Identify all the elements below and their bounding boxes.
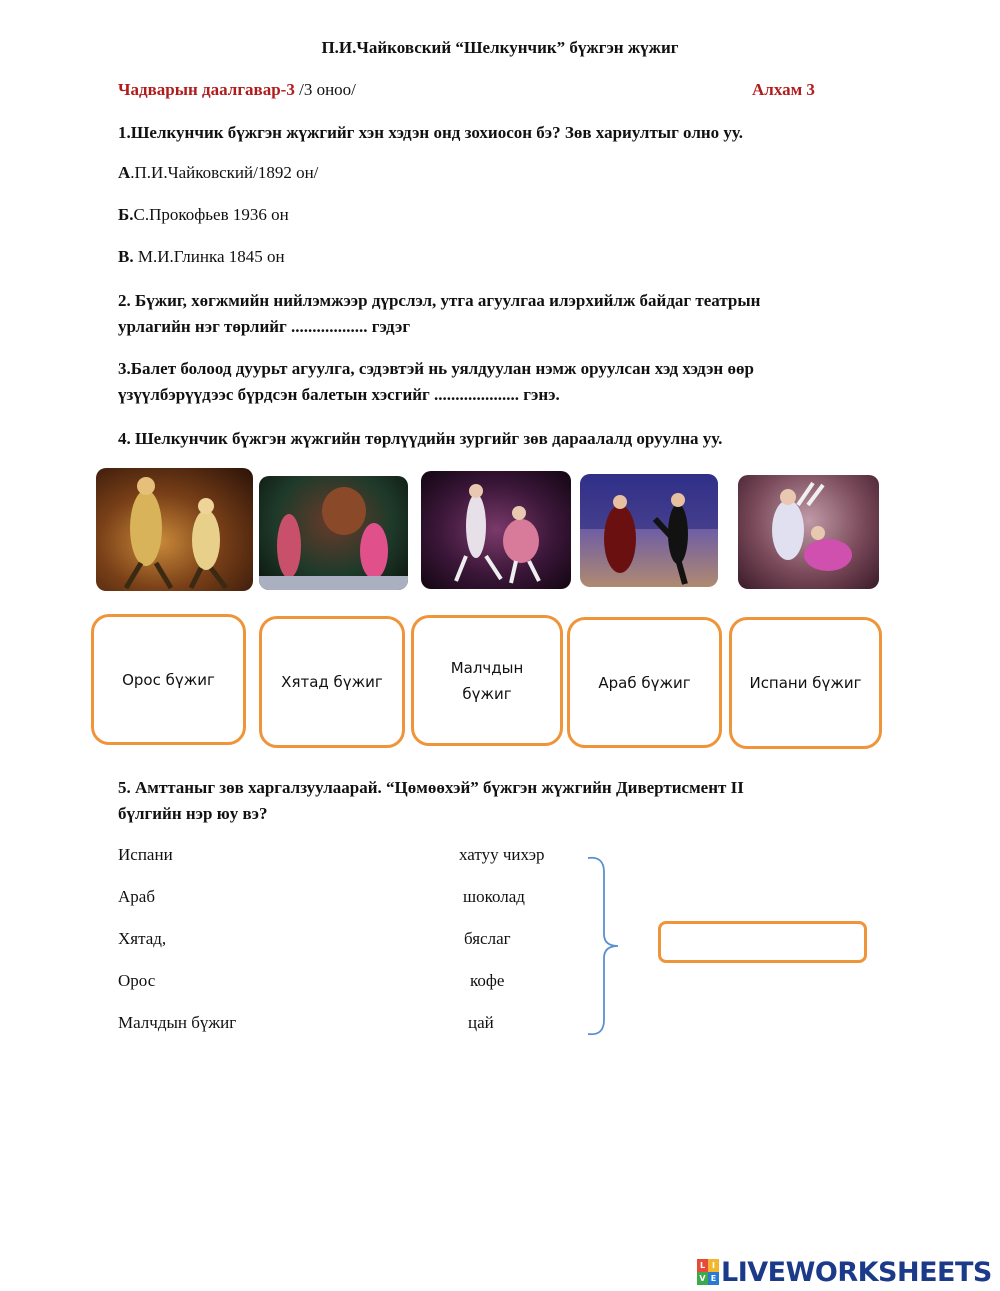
question-2-line-2: урлагийн нэг төрлийг .................. гэдэг bbox=[118, 317, 411, 336]
q1-option-a[interactable] bbox=[118, 163, 318, 183]
worksheet-title: П.И.Чайковский “Шелкунчик” бүжгэн жүжиг bbox=[321, 38, 679, 57]
logo-text: LIVEWORKSHEETS bbox=[721, 1256, 992, 1288]
dance-card-label: Малчдын бүжиг bbox=[450, 658, 524, 703]
dance-photo-2 bbox=[259, 476, 408, 590]
question-2 bbox=[118, 288, 760, 340]
q1-option-b-text: С.Прокофьев 1936 он bbox=[133, 205, 289, 224]
q5-right-item: цай bbox=[468, 1013, 494, 1032]
q5-left-item: Орос bbox=[118, 971, 156, 990]
dance-card-label: Хятад бүжиг bbox=[281, 673, 383, 691]
task-points: /3 оноо/ bbox=[294, 80, 356, 99]
q1-option-c-text: М.И.Глинка 1845 он bbox=[133, 247, 285, 266]
dance-photo-3 bbox=[421, 471, 571, 589]
question-3-line-1: 3.Балет болоод дуурьт агуулга, сэдэвтэй нь уялдуулан нэмж оруулсан хэд хэдэн өөр bbox=[118, 359, 754, 378]
dancer-figures-icon bbox=[421, 471, 571, 589]
q5-left-item: Араб bbox=[118, 887, 155, 906]
liveworksheets-logo bbox=[697, 1256, 992, 1288]
question-2-line-1 bbox=[118, 288, 760, 314]
q5-right-item: бяслаг bbox=[464, 929, 511, 948]
q5-right-item: кофе bbox=[470, 971, 505, 990]
dancer-figures-icon bbox=[259, 476, 408, 590]
question-1: 1.Шелкунчик бүжгэн жүжгийг хэн хэдэн онд зохиосон бэ? Зөв хариултыг олно уу. bbox=[118, 123, 743, 142]
logo-badge-icon: L I V E bbox=[697, 1259, 719, 1285]
dance-photo-4 bbox=[580, 474, 718, 587]
dance-card-arabian[interactable] bbox=[567, 617, 722, 748]
q1-option-a-letter: А bbox=[118, 163, 131, 182]
question-4: 4. Шелкунчик бүжгэн жүжгийн төрлүүдийн зургийг зөв дараалалд оруулна уу. bbox=[118, 429, 723, 448]
task-label-text: Чадварын даалгавар-3 bbox=[118, 80, 295, 99]
dance-photo-1 bbox=[96, 468, 253, 591]
question-2-number: 2 bbox=[118, 291, 127, 310]
dance-card-shepherds[interactable] bbox=[411, 615, 563, 746]
question-5-line-1: 5. Амттаныг зөв харгалзуулаарай. “Цөмөөхэй” бүжгэн жүжгийн Дивертисмент II bbox=[118, 778, 744, 797]
dancer-figures-icon bbox=[738, 475, 879, 589]
dancer-figures-icon bbox=[580, 474, 718, 587]
q5-right-item: шоколад bbox=[463, 887, 525, 906]
q1-option-c[interactable] bbox=[118, 247, 285, 267]
dance-photo-5 bbox=[738, 475, 879, 589]
q5-left-item: Хятад, bbox=[118, 929, 167, 948]
q5-right-item: хатуу чихэр bbox=[459, 845, 545, 864]
curly-bracket-icon bbox=[584, 850, 628, 1040]
q5-left-item: Малчдын бүжиг bbox=[118, 1013, 237, 1032]
dance-card-label: Орос бүжиг bbox=[122, 670, 215, 689]
q1-option-b[interactable] bbox=[118, 205, 289, 225]
dance-card-spanish[interactable] bbox=[729, 617, 882, 749]
question-5-line-2: бүлгийн нэр юу вэ? bbox=[118, 804, 268, 823]
task-label bbox=[118, 80, 356, 100]
question-3 bbox=[118, 356, 754, 408]
q1-option-a-text: .П.И.Чайковский/1892 он/ bbox=[130, 163, 319, 182]
dance-card-label: Араб бүжиг bbox=[598, 673, 691, 692]
question-3-line-2: үзүүлбэрүүдээс бүрдсэн балетын хэсгийг .................... гэнэ. bbox=[118, 385, 560, 404]
question-5 bbox=[118, 775, 744, 827]
answer-input[interactable] bbox=[658, 921, 867, 963]
question-2-line-1-text: . Бүжиг, хөгжмийн нийлэмжээр дүрслэл, утга агуулгаа илэрхийлж байдаг театрын bbox=[126, 291, 761, 310]
dance-card-chinese[interactable] bbox=[259, 616, 405, 748]
q1-option-b-letter: Б. bbox=[118, 205, 134, 224]
dance-card-label: Испани бүжиг bbox=[749, 674, 862, 692]
step-label: Алхам 3 bbox=[752, 80, 815, 99]
q5-left-item: Испани bbox=[118, 845, 173, 864]
dance-card-russian[interactable] bbox=[91, 614, 246, 745]
q1-option-c-letter: В. bbox=[118, 247, 134, 266]
dancer-figures-icon bbox=[96, 468, 253, 591]
